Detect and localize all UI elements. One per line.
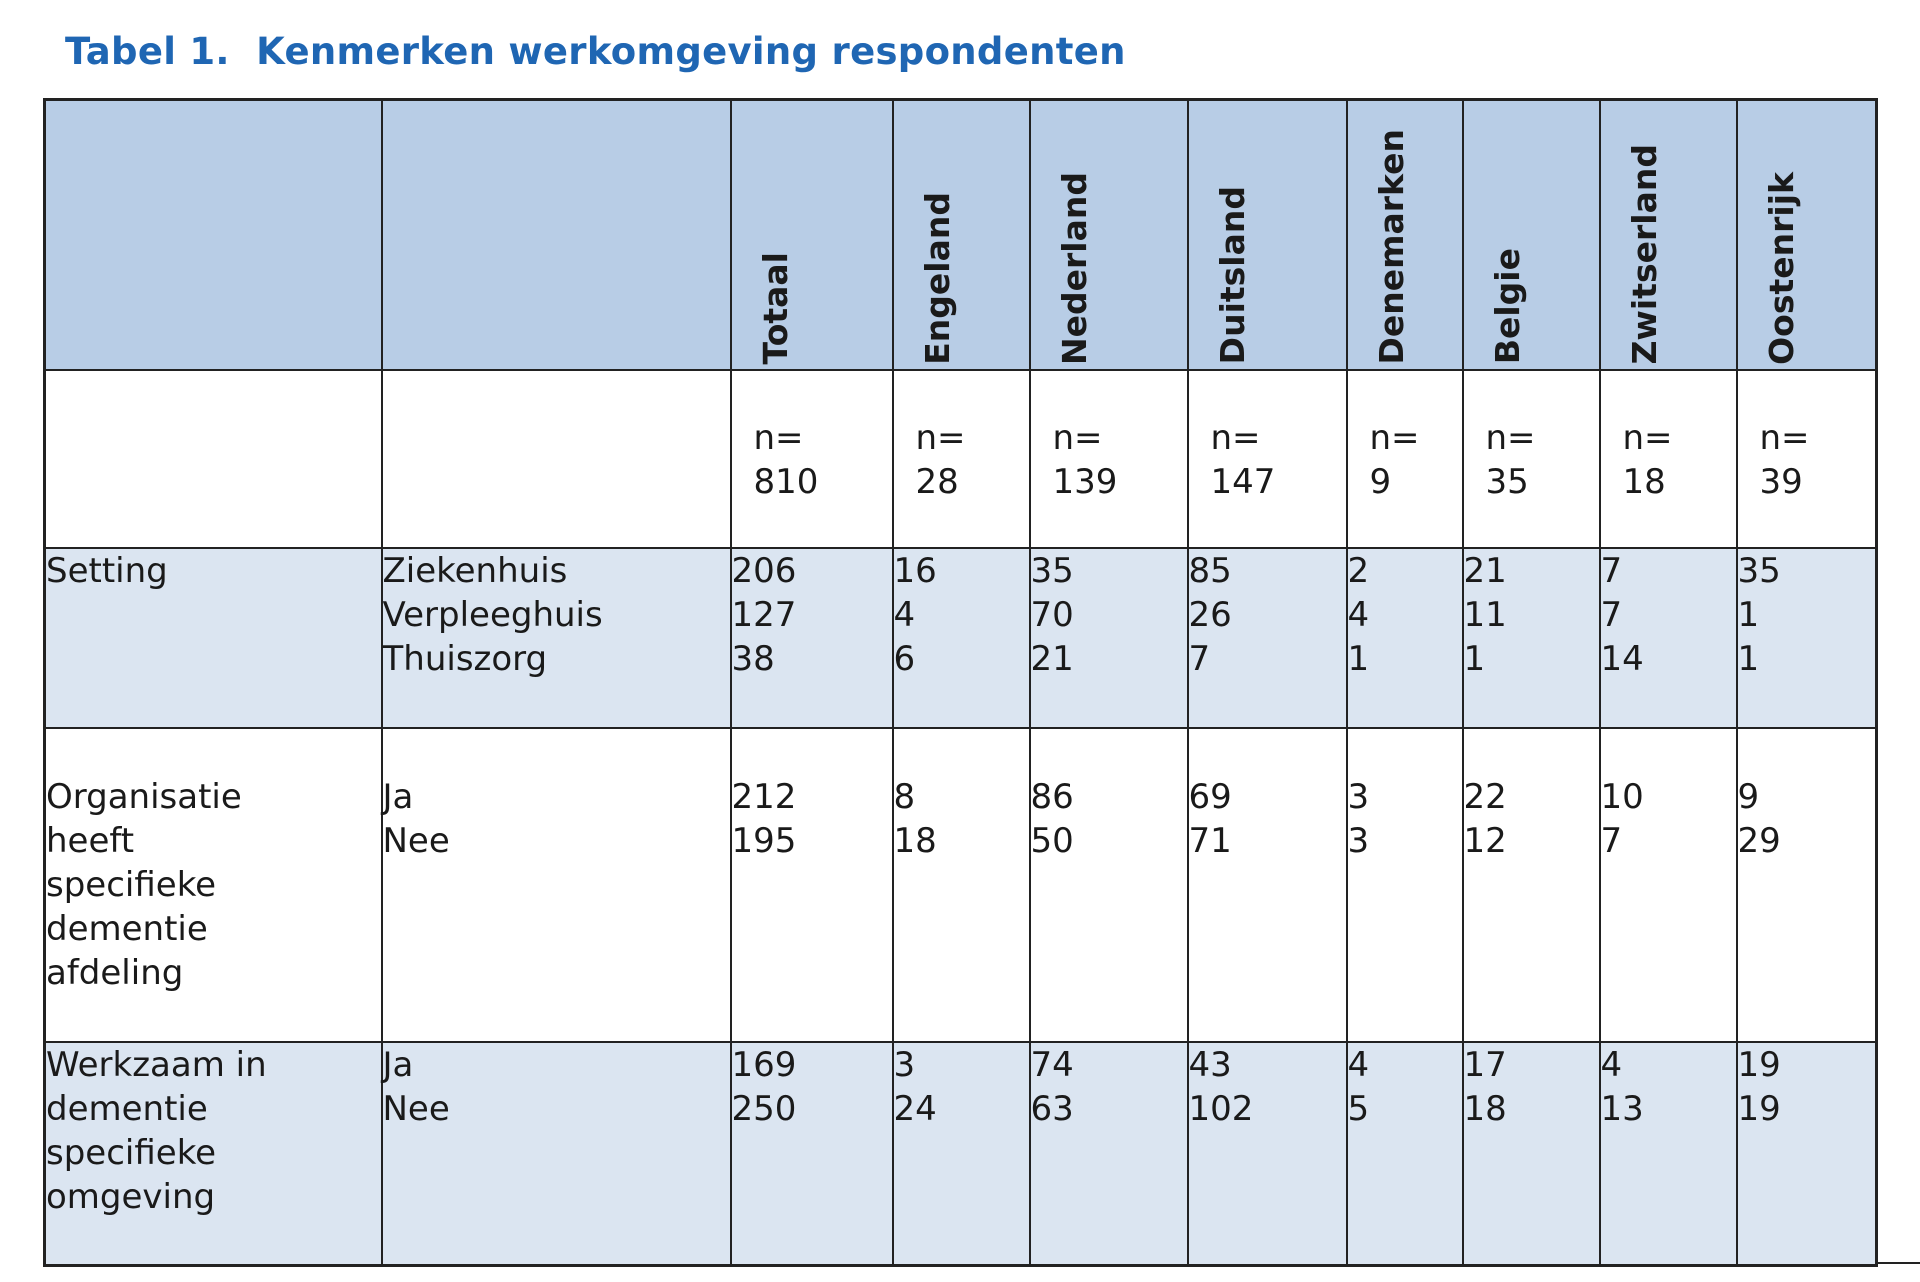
- category-label: dementie: [46, 908, 208, 949]
- n-cell-belgie: [1463, 370, 1600, 548]
- category-label: specifieke: [46, 1132, 217, 1173]
- n-cell-nederland: [1030, 370, 1188, 548]
- value: 17: [1463, 1044, 1507, 1085]
- n-label: n=: [1210, 417, 1261, 458]
- value-cell-oostenrijk: [1737, 548, 1877, 728]
- value: 24: [893, 1088, 937, 1129]
- column-header-label: Duitsland: [1212, 186, 1252, 365]
- n-cell-denemarken: [1347, 370, 1463, 548]
- n-cell-duitsland: [1188, 370, 1347, 548]
- value: 169: [731, 1044, 797, 1085]
- column-header-oostenrijk: [1737, 100, 1877, 370]
- column-header-denemarken: [1347, 100, 1463, 370]
- table-row-werkzaam: [45, 1042, 1877, 1266]
- value-cell-belgie: [1463, 1042, 1600, 1266]
- value-cell-duitsland: [1188, 548, 1347, 728]
- value: 70: [1030, 594, 1074, 635]
- value: 69: [1188, 776, 1232, 817]
- option-label: Ja: [382, 776, 414, 817]
- n-cell-totaal: [731, 370, 893, 548]
- options-cell: [382, 728, 731, 1042]
- n-value: 147: [1210, 461, 1276, 502]
- value-cell-nederland: [1030, 548, 1188, 728]
- value: 7: [1600, 820, 1623, 861]
- options-cell: [382, 1042, 731, 1266]
- value: 35: [1030, 550, 1074, 591]
- value: 1: [1737, 594, 1760, 635]
- n-value: 18: [1622, 461, 1666, 502]
- column-header-label: Oostenrijk: [1761, 171, 1801, 365]
- value: 5: [1347, 1088, 1370, 1129]
- column-header-label: Denemarken: [1371, 128, 1411, 365]
- column-header-duitsland: [1188, 100, 1347, 370]
- value: 19: [1737, 1044, 1781, 1085]
- value: 1: [1347, 638, 1370, 679]
- n-value: 9: [1369, 461, 1392, 502]
- table-edge-rule: [1875, 1262, 1920, 1264]
- value: 4: [1347, 1044, 1370, 1085]
- options-cell: [382, 548, 731, 728]
- category-cell: [45, 548, 382, 728]
- n-value: 35: [1485, 461, 1529, 502]
- value: 21: [1463, 550, 1507, 591]
- value-cell-engeland: [893, 548, 1030, 728]
- n-cell-oostenrijk: [1737, 370, 1877, 548]
- option-label: Nee: [382, 820, 450, 861]
- category-label: Setting: [46, 550, 168, 591]
- column-header-label: Engeland: [917, 191, 957, 365]
- sample-size-row: [45, 370, 1877, 548]
- value: 43: [1188, 1044, 1232, 1085]
- n-value: 139: [1052, 461, 1118, 502]
- value: 18: [893, 820, 937, 861]
- value: 7: [1600, 550, 1623, 591]
- category-label: omgeving: [46, 1176, 216, 1217]
- value: 18: [1463, 1088, 1507, 1129]
- column-header-belgie: [1463, 100, 1600, 370]
- value: 3: [1347, 820, 1370, 861]
- option-label: Thuiszorg: [382, 638, 548, 679]
- value: 7: [1188, 638, 1211, 679]
- column-header-label: Belgie: [1487, 248, 1527, 365]
- column-header-totaal: [731, 100, 893, 370]
- value-cell-denemarken: [1347, 548, 1463, 728]
- category-label: Organisatie: [46, 776, 242, 817]
- value: 19: [1737, 1088, 1781, 1129]
- n-value: 28: [915, 461, 959, 502]
- value-cell-duitsland: [1188, 1042, 1347, 1266]
- n-cell-zwitserland: [1600, 370, 1737, 548]
- category-label: afdeling: [46, 952, 184, 993]
- category-label: dementie: [46, 1088, 208, 1129]
- value-cell-zwitserland: [1600, 548, 1737, 728]
- n-value: 810: [753, 461, 819, 502]
- option-label: Ja: [382, 1044, 414, 1085]
- value: 21: [1030, 638, 1074, 679]
- n-value: 39: [1759, 461, 1803, 502]
- table-row-organisatie: [45, 728, 1877, 1042]
- n-label: n=: [1759, 417, 1810, 458]
- value: 1: [1463, 638, 1486, 679]
- column-header-nederland: [1030, 100, 1188, 370]
- value-cell-zwitserland: [1600, 1042, 1737, 1266]
- n-label: n=: [753, 417, 804, 458]
- value: 8: [893, 776, 916, 817]
- value-cell-zwitserland: [1600, 728, 1737, 1042]
- value-cell-engeland: [893, 1042, 1030, 1266]
- table-row-setting: [45, 548, 1877, 728]
- value-cell-totaal: [731, 728, 893, 1042]
- category-label: specifieke: [46, 864, 217, 905]
- value: 212: [731, 776, 797, 817]
- n-label: n=: [1052, 417, 1103, 458]
- category-cell: [45, 1042, 382, 1266]
- value-cell-totaal: [731, 1042, 893, 1266]
- value: 250: [731, 1088, 797, 1129]
- value-cell-nederland: [1030, 1042, 1188, 1266]
- n-label: n=: [1485, 417, 1536, 458]
- value: 3: [893, 1044, 916, 1085]
- value: 4: [1600, 1044, 1623, 1085]
- value: 12: [1463, 820, 1507, 861]
- column-header-label: Zwitserland: [1624, 144, 1664, 365]
- category-cell: [45, 728, 382, 1042]
- value-cell-duitsland: [1188, 728, 1347, 1042]
- value: 63: [1030, 1088, 1074, 1129]
- value: 4: [893, 594, 916, 635]
- value-cell-belgie: [1463, 728, 1600, 1042]
- column-header-engeland: [893, 100, 1030, 370]
- characteristics-table: [43, 98, 1878, 1267]
- value: 11: [1463, 594, 1507, 635]
- value: 4: [1347, 594, 1370, 635]
- n-label: n=: [915, 417, 966, 458]
- value: 38: [731, 638, 775, 679]
- column-header-zwitserland: [1600, 100, 1737, 370]
- category-label: Werkzaam in: [46, 1044, 267, 1085]
- n-label: n=: [1622, 417, 1673, 458]
- option-label: Ziekenhuis: [382, 550, 568, 591]
- option-label: Nee: [382, 1088, 450, 1129]
- category-label: heeft: [46, 820, 135, 861]
- value: 29: [1737, 820, 1781, 861]
- value: 50: [1030, 820, 1074, 861]
- value: 206: [731, 550, 797, 591]
- value: 14: [1600, 638, 1644, 679]
- option-label: Verpleeghuis: [382, 594, 603, 635]
- value: 85: [1188, 550, 1232, 591]
- value: 16: [893, 550, 937, 591]
- table-title: Tabel 1. Kenmerken werkomgeving respondenten: [65, 30, 1126, 73]
- value: 13: [1600, 1088, 1644, 1129]
- value-cell-belgie: [1463, 548, 1600, 728]
- header-empty-category: [45, 100, 382, 370]
- value: 102: [1188, 1088, 1254, 1129]
- value: 1: [1737, 638, 1760, 679]
- value-cell-denemarken: [1347, 1042, 1463, 1266]
- column-header-label: Nederland: [1054, 171, 1094, 365]
- value: 2: [1347, 550, 1370, 591]
- header-row: [45, 100, 1877, 370]
- value: 22: [1463, 776, 1507, 817]
- value: 71: [1188, 820, 1232, 861]
- value-cell-denemarken: [1347, 728, 1463, 1042]
- value: 9: [1737, 776, 1760, 817]
- n-label: n=: [1369, 417, 1420, 458]
- value-cell-nederland: [1030, 728, 1188, 1042]
- value: 3: [1347, 776, 1370, 817]
- n-empty-category: [45, 370, 382, 548]
- header-empty-option: [382, 100, 731, 370]
- value-cell-totaal: [731, 548, 893, 728]
- value: 127: [731, 594, 797, 635]
- value: 6: [893, 638, 916, 679]
- value: 74: [1030, 1044, 1074, 1085]
- value: 86: [1030, 776, 1074, 817]
- value: 7: [1600, 594, 1623, 635]
- value: 35: [1737, 550, 1781, 591]
- value-cell-oostenrijk: [1737, 1042, 1877, 1266]
- value-cell-engeland: [893, 728, 1030, 1042]
- value: 195: [731, 820, 797, 861]
- n-cell-engeland: [893, 370, 1030, 548]
- value: 10: [1600, 776, 1644, 817]
- value-cell-oostenrijk: [1737, 728, 1877, 1042]
- column-header-label: Totaal: [755, 252, 795, 365]
- value: 26: [1188, 594, 1232, 635]
- n-empty-option: [382, 370, 731, 548]
